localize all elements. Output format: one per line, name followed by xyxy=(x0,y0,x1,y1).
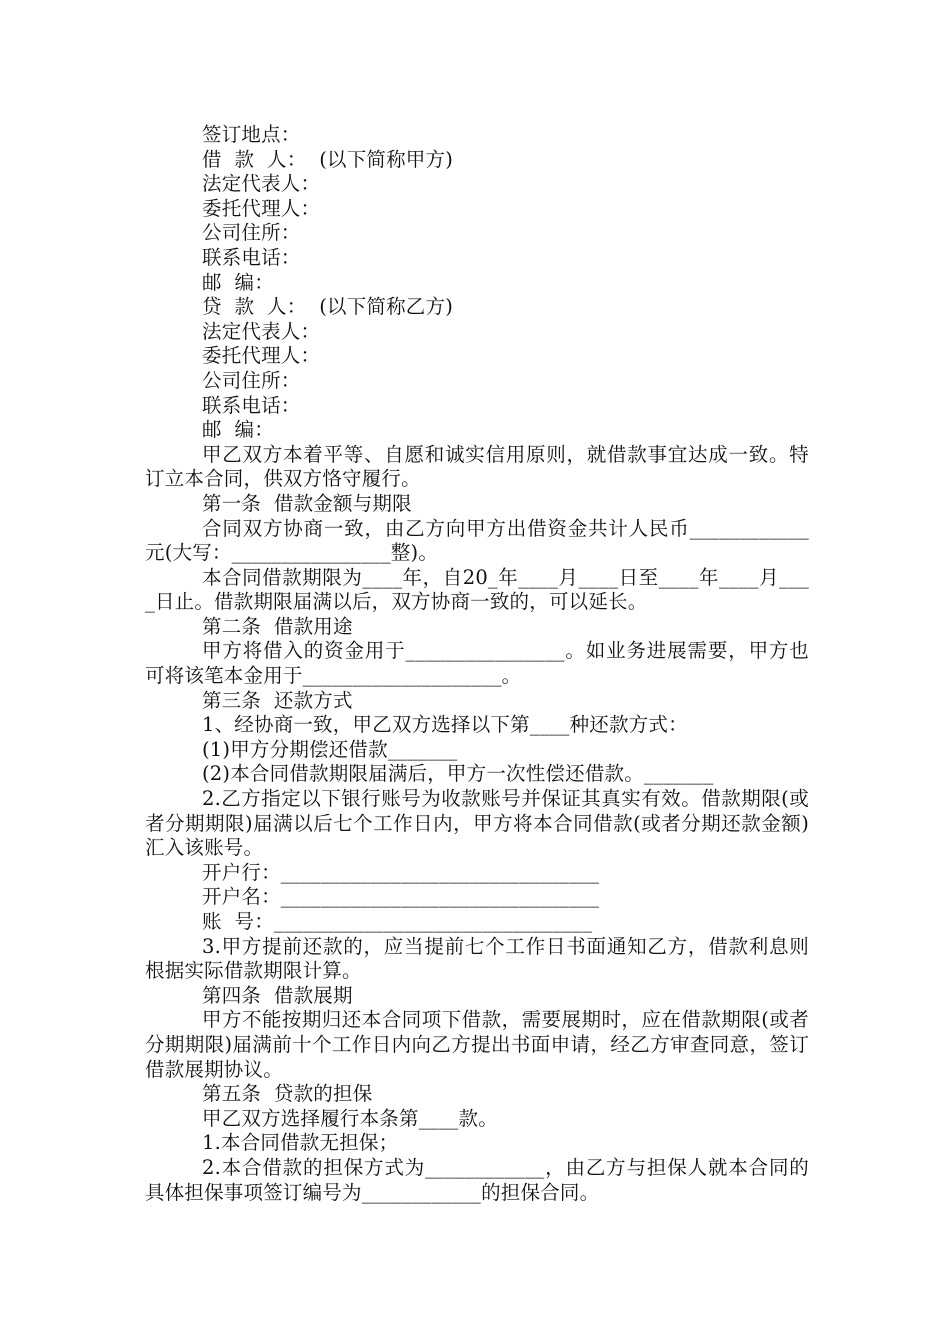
text-line: 1、经协商一致，甲乙双方选择以下第____种还款方式： xyxy=(202,713,688,737)
text-line: 邮 编： xyxy=(202,270,274,294)
text-line: 委托代理人： xyxy=(202,196,321,220)
text-line: (1)甲方分期偿还借款_______ xyxy=(202,737,458,761)
article-heading: 第四条 借款展期 xyxy=(202,983,353,1007)
text-line: 法定代表人： xyxy=(202,172,321,196)
text-line: 贷 款 人： (以下简称乙方) xyxy=(202,295,454,319)
paragraph: 甲方将借入的资金用于________________。如业务进展需要，甲方也可将该笔本金用于____________________。 xyxy=(145,639,809,688)
text-line: 联系电话： xyxy=(202,393,301,417)
article-heading: 第三条 还款方式 xyxy=(202,688,353,712)
text-line: 委托代理人： xyxy=(202,344,321,368)
paragraph: 甲乙双方本着平等、自愿和诚实信用原则，就借款事宜达成一致。特订立本合同，供双方恪守履行。 xyxy=(145,442,809,491)
text-line: 甲乙双方选择履行本条第____款。 xyxy=(202,1106,498,1130)
paragraph: 2.乙方指定以下银行账号为收款账号并保证其真实有效。借款期限(或者分期期限)届满以后七个工作日内，甲方将本合同借款(或者分期还款金额)汇入该账号。 xyxy=(145,787,809,860)
text-line: 签订地点： xyxy=(202,123,301,146)
text-line: (2)本合同借款期限届满后，甲方一次性偿还借款。_______ xyxy=(202,762,714,786)
text-line: 1.本合同借款无担保； xyxy=(202,1131,399,1155)
article-heading: 第二条 借款用途 xyxy=(202,614,353,638)
text-line: 联系电话： xyxy=(202,245,301,269)
text-line: 法定代表人： xyxy=(202,319,321,343)
article-heading: 第一条 借款金额与期限 xyxy=(202,491,412,515)
paragraph: 2.本合借款的担保方式为____________，由乙方与担保人就本合同的具体担保事项签订编号为____________的担保合同。 xyxy=(145,1155,809,1204)
text-line: 账 号：________________________________ xyxy=(202,910,593,933)
paragraph: 3.甲方提前还款的，应当提前七个工作日书面通知乙方，借款利息则根据实际借款期限计算。 xyxy=(145,934,809,983)
text-line: 邮 编： xyxy=(202,418,274,442)
paragraph: 本合同借款期限为____年，自20_年____月____日至____年____月____日止。借款期限届满以后，双方协商一致的，可以延长。 xyxy=(145,565,809,614)
paragraph: 合同双方协商一致，由乙方向甲方出借资金共计人民币____________元(大写：________________整)。 xyxy=(145,516,809,565)
paragraph: 甲方不能按期归还本合同项下借款，需要展期时，应在借款期限(或者分期期限)届满前十个工作日内向乙方提出书面申请，经乙方审查同意，签订借款展期协议。 xyxy=(145,1008,809,1081)
text-line: 公司住所： xyxy=(202,221,301,245)
contract-body xyxy=(145,123,809,1205)
text-line: 借 款 人： (以下简称甲方) xyxy=(202,147,454,171)
text-line: 开户行：________________________________ xyxy=(202,860,600,884)
text-line: 开户名：________________________________ xyxy=(202,885,600,909)
article-heading: 第五条 贷款的担保 xyxy=(202,1082,373,1106)
text-line: 公司住所： xyxy=(202,368,301,392)
